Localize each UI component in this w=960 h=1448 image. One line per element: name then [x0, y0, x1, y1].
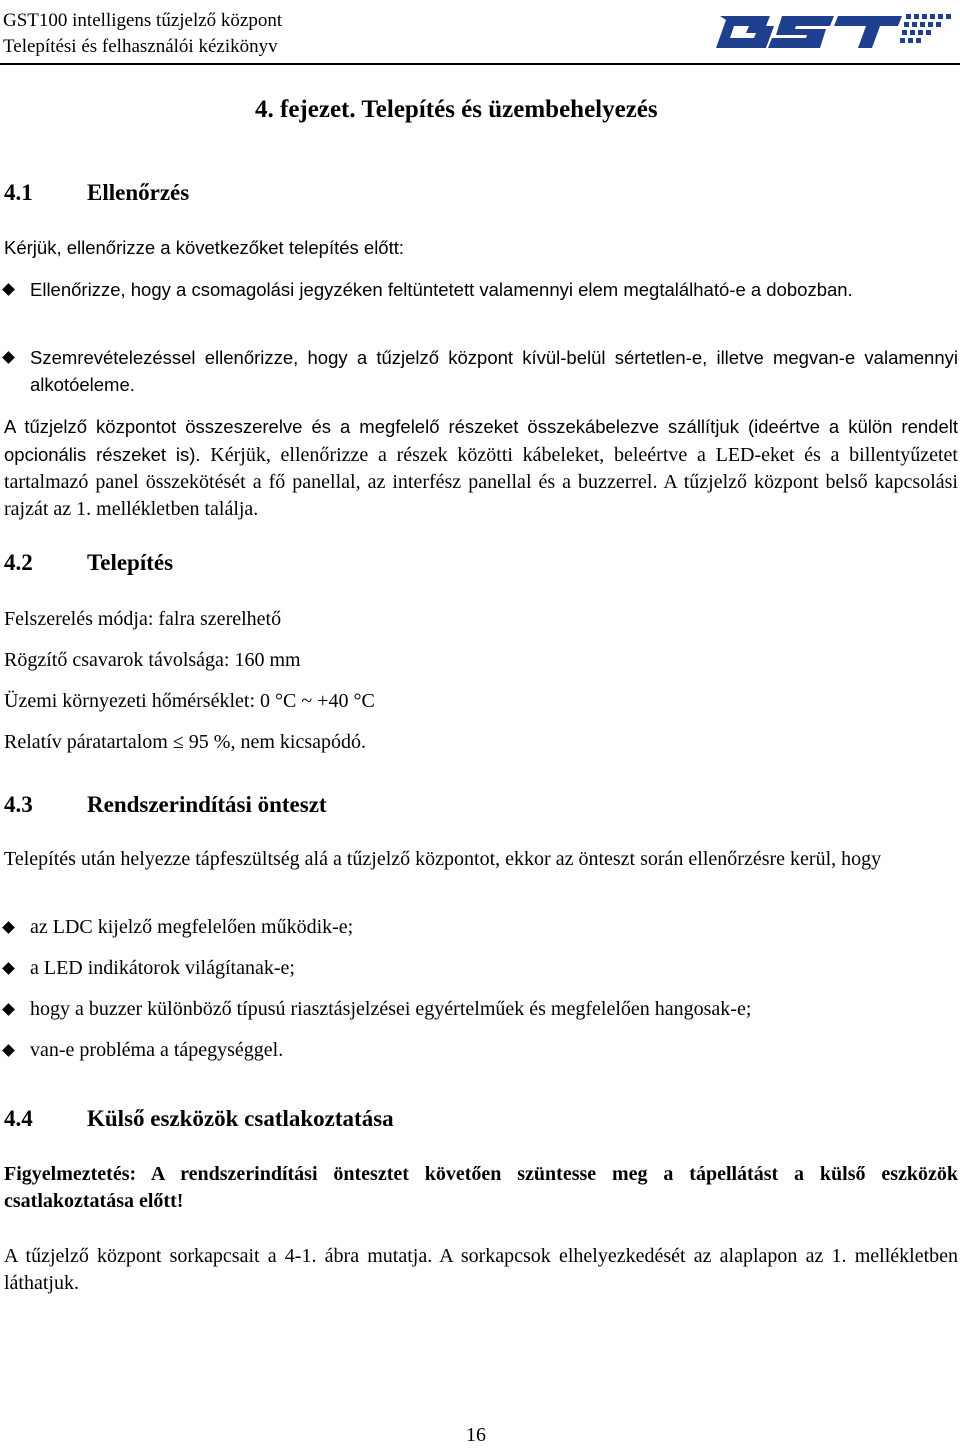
section-heading-4-3 — [4, 792, 327, 818]
spec-line: Üzemi környezeti hőmérséklet: 0 °C ~ +40 °C — [4, 690, 375, 712]
header-divider — [0, 63, 960, 65]
section-title: Telepítés — [87, 550, 174, 575]
section-number: 4.3 — [4, 792, 33, 817]
section-heading-4-4 — [4, 1106, 394, 1132]
spec-line: Felszerelés módja: falra szerelhető — [4, 608, 282, 630]
section-4-4-paragraph: A tűzjelző központ sorkapcsait a 4-1. ábra mutatja. A sorkapcsok elhelyezkedését az alaplapon az 1. mellékletben láthatjuk. — [4, 1245, 958, 1294]
list-item-text: Ellenőrizze, hogy a csomagolási jegyzéken feltüntetett valamennyi elem megtalálható-e a dobozban. — [30, 279, 853, 300]
list-item-text: van-e probléma a tápegységgel. — [30, 1039, 284, 1061]
chapter-title: 4. fejezet. Telepítés és üzembehelyezés — [255, 96, 658, 123]
header-manual-title: Telepítési és felhasználói kézikönyv — [3, 36, 278, 57]
spec-line: Relatív páratartalom ≤ 95 %, nem kicsapódó. — [4, 731, 366, 753]
page-number: 16 — [466, 1424, 486, 1446]
section-title: Ellenőrzés — [87, 180, 190, 205]
section-heading-4-1 — [4, 180, 189, 206]
section-number: 4.2 — [4, 550, 33, 575]
list-item — [4, 914, 958, 941]
list-item-text: a LED indikátorok világítanak-e; — [30, 957, 295, 979]
list-item-text: az LDC kijelző megfelelően működik-e; — [30, 916, 354, 938]
section-title: Külső eszközök csatlakoztatása — [87, 1106, 394, 1131]
spec-line: Rögzítő csavarok távolsága: 160 mm — [4, 649, 301, 671]
paragraph-sans-part: A tűzjelző központot összeszerelve és a megfelelő részeket összekábelezve szállítjuk (ideértve a külön rendelt opcionális részeket is). — [4, 416, 958, 465]
gst-logo — [712, 6, 958, 58]
header-product-title: GST100 intelligens tűzjelző központ — [3, 10, 283, 31]
list-item — [4, 955, 958, 982]
section-4-1-intro: Kérjük, ellenőrizze a következőket telepítés előtt: — [4, 237, 405, 258]
section-heading-4-2 — [4, 550, 173, 576]
section-number: 4.1 — [4, 180, 33, 205]
list-item — [4, 1037, 958, 1064]
running-header — [3, 8, 282, 60]
section-4-1-paragraph — [4, 413, 958, 523]
list-item — [4, 996, 958, 1023]
list-item-text: Szemrevételezéssel ellenőrizze, hogy a tűzjelző központ kívül-belül sértetlen-e, illetve megvan-e valamennyi alkotóeleme. — [30, 347, 958, 395]
list-item-text: hogy a buzzer különböző típusú riasztásjelzései egyértelműek és megfelelően hangosak-e; — [30, 998, 752, 1020]
section-title: Rendszerindítási önteszt — [87, 792, 327, 817]
section-4-3-intro: Telepítés után helyezze tápfeszültség alá a tűzjelző központot, ekkor az önteszt során ellenőrzésre kerül, hogy — [4, 848, 882, 870]
list-item — [4, 276, 958, 303]
section-number: 4.4 — [4, 1106, 33, 1131]
list-item — [4, 344, 958, 398]
warning-note: Figyelmeztetés: A rendszerindítási öntesztet követően szüntesse meg a tápellátást a külső eszközök csatlakoztatása előtt! — [4, 1163, 958, 1212]
paragraph-serif-part: Kérjük, ellenőrizze a részek közötti kábeleket, beleértve a LED-eket és a billentyűzetet tartalmazó panel összekötését a fő panellal, az interfész panellal és a buzzerrel. A tűzjelző központ belső kapcsolási rajzát az 1. mellékletben találja. — [4, 444, 958, 520]
